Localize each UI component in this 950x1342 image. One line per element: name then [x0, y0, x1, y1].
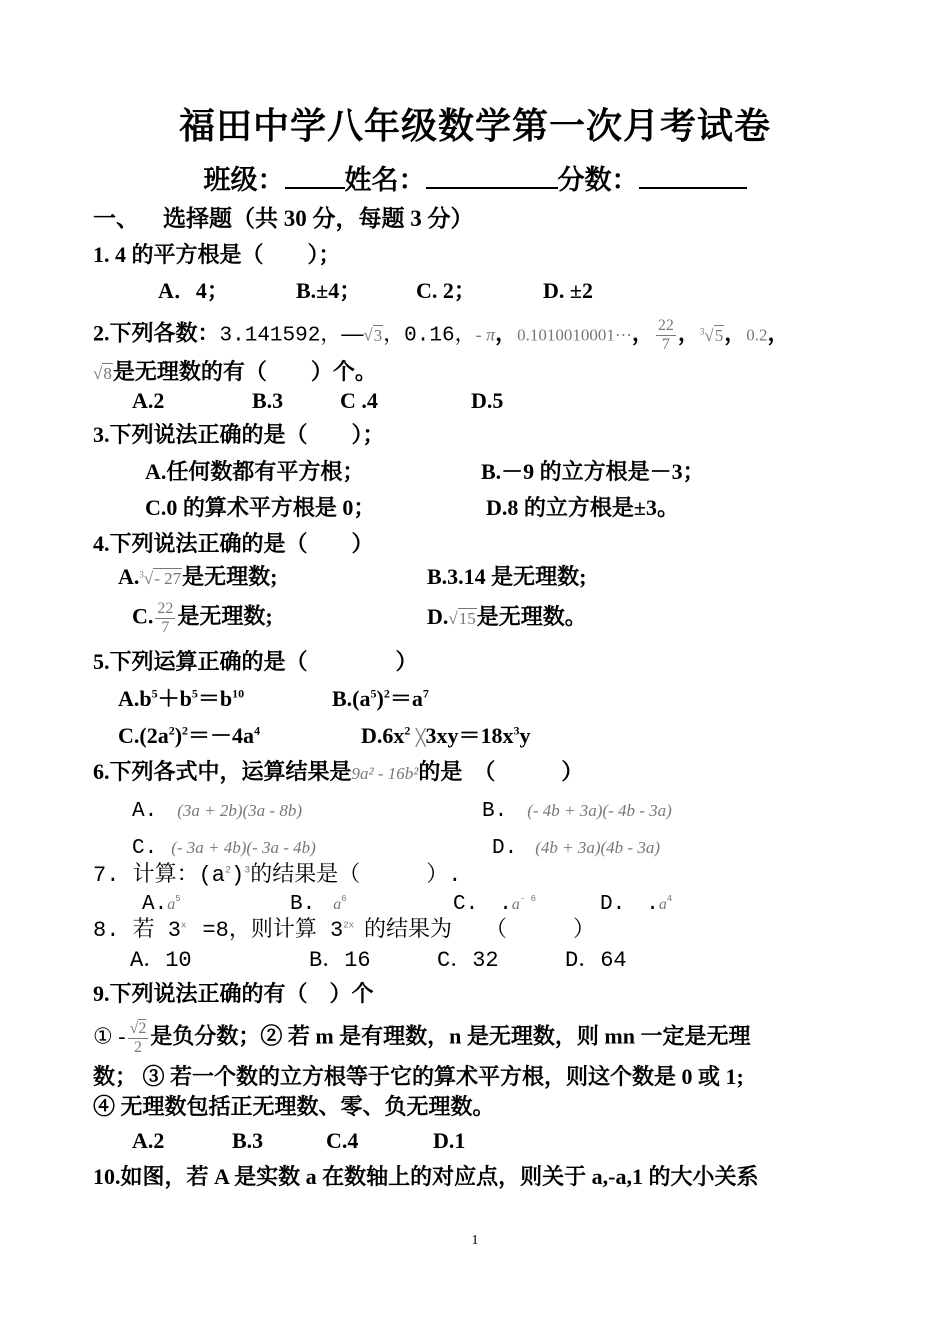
q9-stem: 9.下列说法正确的有（ ）个 — [93, 981, 374, 1006]
q2-stem-line2 — [93, 357, 377, 389]
q9-option-b: B.3 — [232, 1128, 264, 1153]
q9-fraction: $\frac{√2}{2}$ — [129, 1020, 147, 1056]
q2-stem-start: 2.下列各数： — [93, 320, 220, 346]
q4-cube-root-neg27: $^3$√- 27 — [139, 569, 182, 588]
q2-repeating-02: 0.2 — [746, 325, 768, 345]
q2-fraction: $\frac{22}{7}$ — [657, 317, 674, 353]
score-label: 分数： — [557, 165, 639, 195]
q2-sqrt8: √8 — [93, 364, 112, 383]
q5-option-c: $C.(2a^2)^2=-4a^4$ — [118, 723, 261, 748]
q7-option-a: $A.a^5$ — [142, 893, 181, 916]
q1-option-d: D. ±2 — [543, 278, 593, 303]
class-label: 班级： — [203, 165, 285, 195]
q6-option-c: C. (- 3a + 4b)(- 3a - 4b) — [132, 837, 316, 860]
section-title: 选择题（共 30 分，每题 3 分） — [163, 206, 474, 231]
q5-option-a: $A.b^5+b^5=b^{10}$ — [118, 686, 245, 711]
q3-option-c: C.0 的算术平方根是 0； — [145, 495, 376, 520]
q1-stem: 1. 4 的平方根是（ ）； — [93, 242, 341, 267]
q2-sqrt3: √3 — [363, 325, 383, 345]
q1-option-c: C. 2； — [416, 278, 476, 303]
q3-stem: 3.下列说法正确的是（ ）； — [93, 422, 385, 447]
q1-option-a: A．4； — [158, 278, 229, 303]
page-title: 福田中学八年级数学第一次月考试卷 — [178, 106, 771, 146]
q2-repeating-decimal: 0.1010010001··· — [517, 325, 632, 345]
q2-stem-line1: 2.下列各数：3.141592，—√3，0.16，- π，0.1010010001···， $\frac{22}{7}$ ，$^3$√5，0.2， — [93, 317, 790, 353]
q2-option-b: B.3 — [252, 388, 284, 413]
q7-option-c: C. $.a^{- 6}$ — [453, 893, 537, 916]
q6-stem: 6.下列各式中，运算结果是9a² - 16b²的是 （ ） — [93, 759, 584, 784]
q2-cube-root-5: $^3$√5 — [699, 325, 724, 345]
page-number: 1 — [471, 1233, 479, 1248]
q5-option-b: $B.(a^5)^2=a^7$ — [332, 686, 429, 711]
q8-option-d: D．64 — [565, 948, 627, 973]
q3-option-d: D.8 的立方根是±3。 — [486, 495, 679, 520]
q5-option-d: $D.6x^2$ $╳3xy=18x^3y$ — [361, 723, 531, 748]
q9-option-c: C.4 — [326, 1128, 359, 1153]
q3-option-a: A.任何数都有平方根； — [145, 459, 365, 484]
q10-stem: 10.如图，若 A 是实数 a 在数轴上的对应点，则关于 a,-a,1 的大小关系 — [93, 1164, 759, 1189]
q8-option-b: B．16 — [309, 948, 371, 973]
q4-stem: 4.下列说法正确的是（ ） — [93, 531, 374, 556]
q9-option-a: A.2 — [132, 1128, 165, 1153]
section-number: 一、 — [93, 206, 139, 231]
q2-option-c: C .4 — [340, 388, 378, 413]
q2-number-2: ，0.16， — [383, 324, 476, 348]
q7-option-d: D. $.a^4$ — [600, 893, 673, 916]
student-info-header — [0, 158, 950, 197]
q4-option-a: A.$^3$√- 27是无理数; — [118, 564, 278, 589]
q8-stem: 8. 若 $3^x =8$，则计算 $3^{2x}$ 的结果为 （ ） — [93, 918, 596, 943]
q2-number-1: 3.141592， — [219, 324, 342, 348]
q7-option-b: B. $a^6$ — [290, 893, 347, 916]
q2-dash: — — [341, 320, 364, 346]
q2-stem-end: 是无理数的有（ ）个。 — [112, 359, 377, 384]
q2-option-d: D.5 — [471, 388, 504, 413]
q2-neg-pi: - π — [475, 324, 496, 345]
q2-option-a: A.2 — [132, 388, 165, 413]
q4-option-b: B.3.14 是无理数; — [427, 564, 587, 589]
q9-statement-line2: 数； ③ 若一个数的立方根等于它的算术平方根，则这个数是 0 或 1; — [93, 1064, 744, 1089]
class-blank[interactable] — [285, 161, 345, 189]
q9-statement-line3: ④ 无理数包括正无理数、零、负无理数。 — [93, 1094, 495, 1119]
q4-fraction: $\frac{22}{7}$ — [157, 600, 174, 636]
q8-option-a: A．10 — [130, 948, 192, 973]
q6-option-b: B. (- 4b + 3a)(- 4b - 3a) — [482, 800, 672, 823]
q4-sqrt15: √15 — [448, 609, 476, 628]
q3-option-b: B.－9 的立方根是－3； — [481, 459, 705, 484]
q7-stem: 7. 计算：$(a^2)^3$的结果是（ ）. — [93, 863, 462, 888]
q5-stem: 5.下列运算正确的是（ ） — [93, 649, 418, 674]
q4-option-d: D.√15是无理数。 — [427, 604, 587, 629]
q8-option-c: C．32 — [437, 948, 499, 973]
q6-option-d: D. (4b + 3a)(4b - 3a) — [492, 837, 660, 860]
q6-option-a: A. (3a + 2b)(3a - 8b) — [132, 800, 302, 823]
q9-option-d: D.1 — [433, 1128, 466, 1153]
q1-option-b: B.±4； — [296, 278, 362, 303]
score-blank[interactable] — [639, 161, 747, 189]
section-heading — [93, 204, 474, 234]
q6-target-expression: 9a² - 16b² — [351, 764, 419, 783]
q9-statement-line1: ① - $\frac{√2}{2}$ 是负分数；② 若 m 是有理数，n 是无理数，则 mn 一定是无理 — [93, 1020, 751, 1056]
name-blank[interactable] — [426, 161, 558, 189]
name-label: 姓名： — [344, 165, 426, 195]
q4-option-c: C. $\frac{22}{7}$ 是无理数; — [132, 600, 273, 636]
